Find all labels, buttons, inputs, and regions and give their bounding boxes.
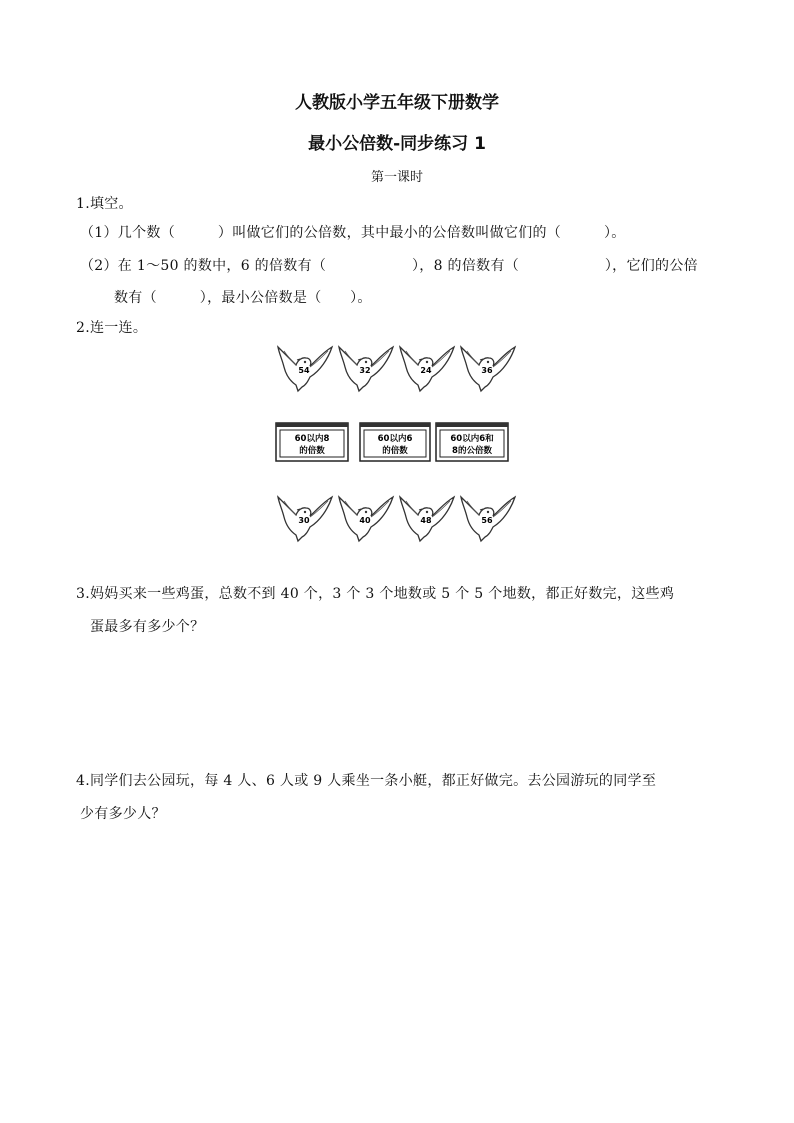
lesson-label: 第一课时 bbox=[370, 170, 423, 185]
top-dove-3-number: 24 bbox=[420, 366, 432, 375]
q3-line1: 3.妈妈买来一些鸡蛋，总数不到 40 个，3 个 3 个地数或 5 个 5 个地数，都正好数完，这些鸡 bbox=[76, 586, 675, 602]
q4-line2: 少有多少人？ bbox=[80, 806, 166, 822]
matching-figure bbox=[270, 340, 530, 550]
matching-figure-svg bbox=[270, 340, 530, 550]
box-3 bbox=[436, 423, 508, 461]
q3-line2: 蛋最多有多少个？ bbox=[90, 619, 205, 635]
box-1-line2: 的倍数 bbox=[299, 446, 325, 456]
q1-part1: （1）几个数（ ）叫做它们的公倍数，其中最小的公倍数叫做它们的（ ）。 bbox=[80, 225, 626, 241]
bottom-dove-4 bbox=[461, 497, 515, 541]
bottom-dove-2 bbox=[339, 497, 393, 541]
bottom-dove-3 bbox=[400, 497, 454, 541]
bottom-dove-3-number: 48 bbox=[420, 516, 432, 525]
box-1-line1: 60以内8 bbox=[294, 434, 330, 444]
q2-heading: 2.连一连。 bbox=[76, 320, 148, 336]
top-dove-1-number: 54 bbox=[298, 366, 310, 375]
bottom-dove-2-number: 40 bbox=[359, 516, 371, 525]
box-2-line1: 60以内6 bbox=[377, 434, 413, 444]
box-3-line1: 60以内6和 bbox=[450, 434, 494, 444]
page-subtitle: 最小公倍数-同步练习 1 bbox=[308, 134, 486, 154]
top-dove-1 bbox=[278, 347, 332, 391]
box-1 bbox=[276, 423, 348, 461]
q4-line1: 4.同学们去公园玩，每 4 人、6 人或 9 人乘坐一条小艇，都正好做完。去公园游玩的同学至 bbox=[76, 773, 657, 789]
bottom-dove-1 bbox=[278, 497, 332, 541]
top-dove-4-number: 36 bbox=[481, 366, 493, 375]
q1-part2-line2: 数有（ ），最小公倍数是（ ）。 bbox=[114, 290, 372, 306]
q1-heading: 1.填空。 bbox=[76, 196, 133, 212]
q1-part2-line1: （2）在 1～50 的数中，6 的倍数有（ ），8 的倍数有（ ），它们的公倍 bbox=[80, 258, 698, 274]
bottom-dove-4-number: 56 bbox=[481, 516, 493, 525]
box-2 bbox=[360, 423, 430, 461]
top-dove-2-number: 32 bbox=[359, 366, 371, 375]
box-2-line2: 的倍数 bbox=[382, 446, 408, 456]
top-dove-2 bbox=[339, 347, 393, 391]
page-title: 人教版小学五年级下册数学 bbox=[295, 93, 499, 113]
top-dove-3 bbox=[400, 347, 454, 391]
box-3-line2: 8的公倍数 bbox=[452, 446, 492, 456]
top-dove-4 bbox=[461, 347, 515, 391]
bottom-dove-1-number: 30 bbox=[298, 516, 310, 525]
